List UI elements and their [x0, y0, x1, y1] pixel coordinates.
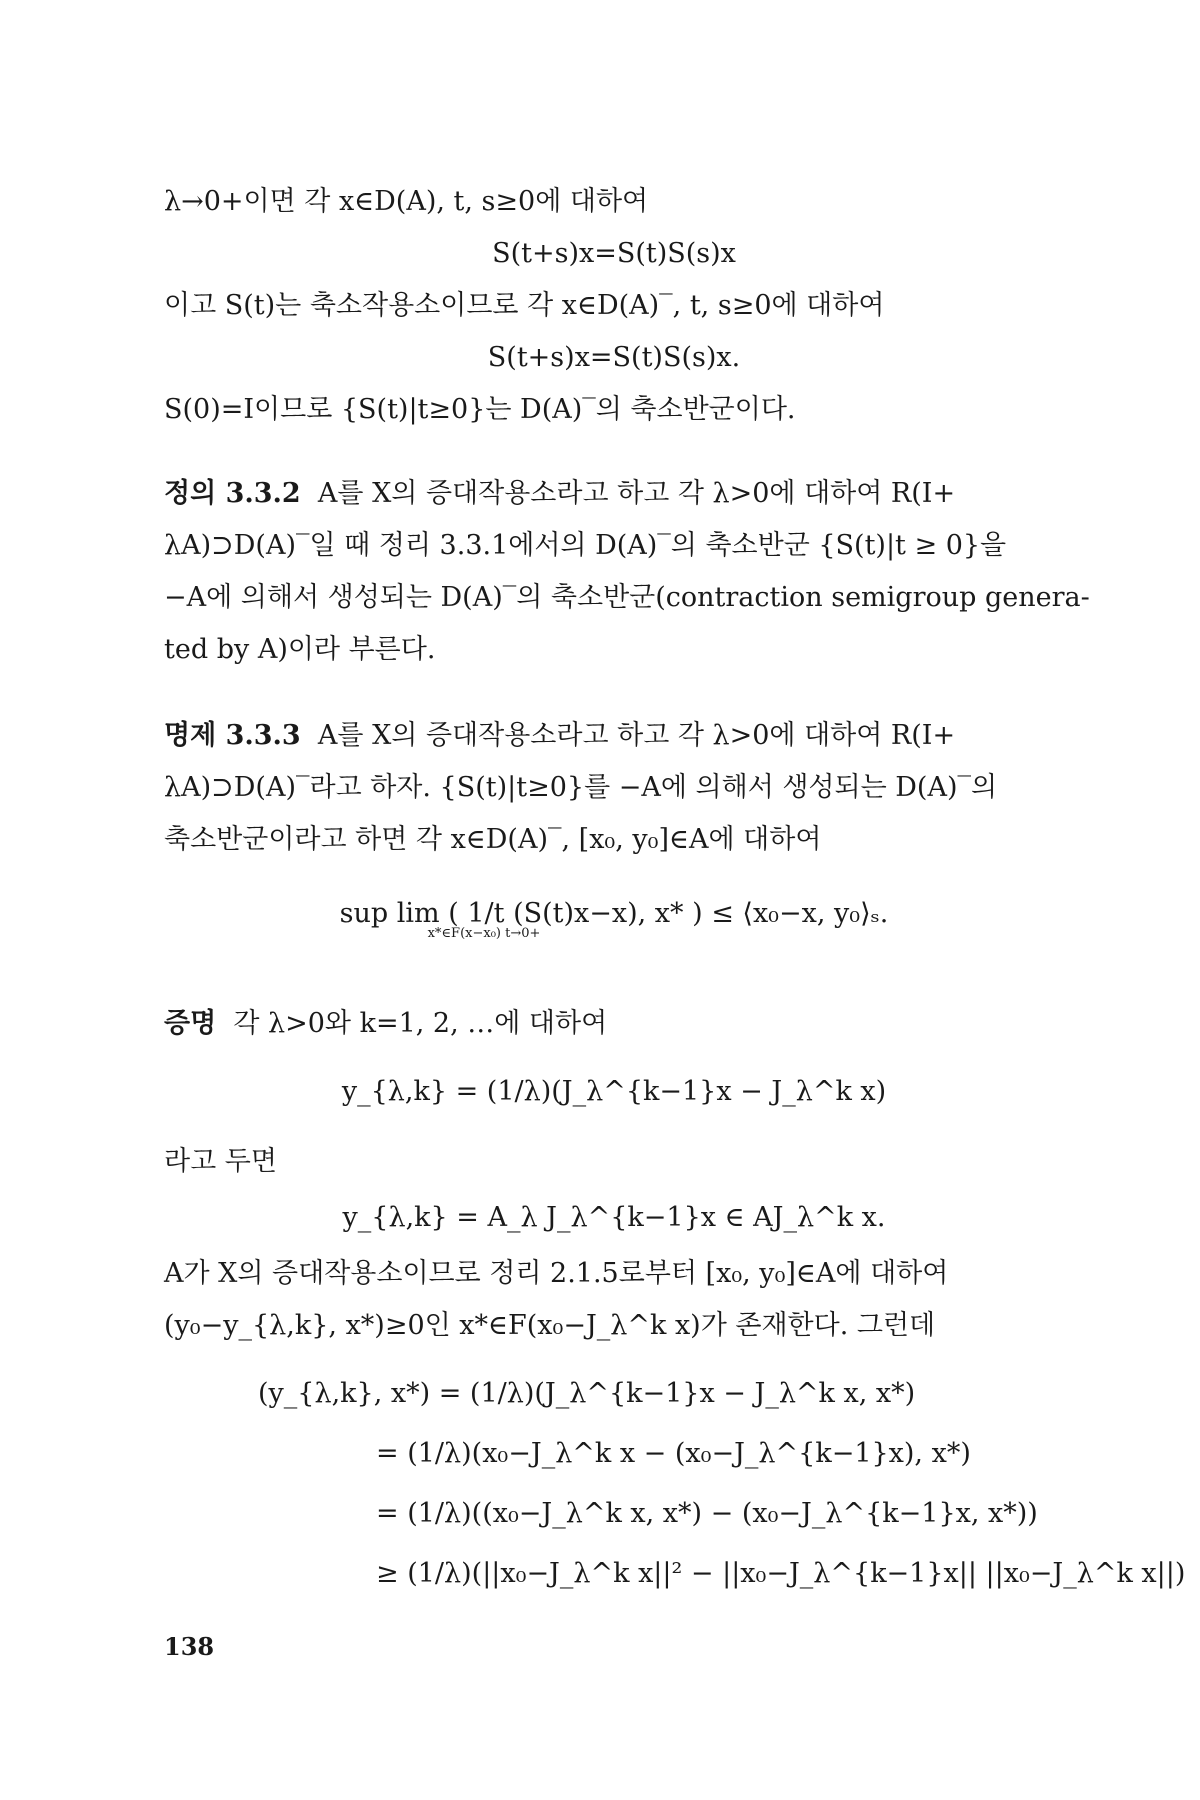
proposition-formula-subscript: x*∈F(x−x₀) t→0+ [427, 926, 541, 941]
proof-equation-3b: = (1/λ)(x₀−J_λ^k x − (x₀−J_λ^{k−1}x), x*) [376, 1438, 971, 1469]
text-line-5: S(0)=I이므로 {S(t)|t≥0}는 D(A)‾의 축소반군이다. [164, 394, 796, 425]
proposition-label: 명제 3.3.3 [164, 720, 301, 751]
equation-semigroup-2: S(t+s)x=S(t)S(s)x. [487, 342, 741, 373]
page-number: 138 [164, 1632, 215, 1661]
proposition-formula: sup lim ( 1/t (S(t)x−x), x* ) ≤ ⟨x₀−x, y₀⟩ₛ. [339, 898, 889, 929]
equation-semigroup-1: S(t+s)x=S(t)S(s)x [492, 238, 736, 269]
proof-line-2: 라고 두면 [164, 1146, 277, 1177]
text-line-3: 이고 S(t)는 축소작용소이므로 각 x∈D(A)‾, t, s≥0에 대하여 [164, 290, 885, 321]
definition-text-1: A를 X의 증대작용소라고 하고 각 λ>0에 대하여 R(I+ [317, 478, 956, 509]
definition-label: 정의 3.3.2 [164, 478, 301, 509]
proof-label: 증명 [164, 1008, 217, 1039]
proof-line-4: (y₀−y_{λ,k}, x*)≥0인 x*∈F(x₀−J_λ^k x)가 존재한다. 그런데 [164, 1310, 936, 1341]
definition-line-4: ted by A)이라 부른다. [164, 634, 436, 665]
proof-line-1 [164, 1006, 1064, 1042]
proposition-line-2: λA)⊃D(A)‾라고 하자. {S(t)|t≥0}를 −A에 의해서 생성되는 D(A)‾의 [164, 772, 998, 803]
proof-equation-3d: ≥ (1/λ)(||x₀−J_λ^k x||² − ||x₀−J_λ^{k−1}x|| ||x₀−J_λ^k x||) [376, 1558, 1186, 1589]
proof-equation-3a: (y_{λ,k}, x*) = (1/λ)(J_λ^{k−1}x − J_λ^k x, x*) [258, 1378, 916, 1409]
proof-text-1: 각 λ>0와 k=1, 2, …에 대하여 [233, 1008, 608, 1039]
text-line-1: λ→0+이면 각 x∈D(A), t, s≥0에 대하여 [164, 186, 649, 217]
proof-equation-3c: = (1/λ)((x₀−J_λ^k x, x*) − (x₀−J_λ^{k−1}x, x*)) [376, 1498, 1038, 1529]
proof-equation-2: y_{λ,k} = A_λ J_λ^{k−1}x ∈ AJ_λ^k x. [342, 1202, 886, 1233]
definition-line-3: −A에 의해서 생성되는 D(A)‾의 축소반군(contraction semigroup genera- [164, 582, 1090, 613]
proof-line-3: A가 X의 증대작용소이므로 정리 2.1.5로부터 [x₀, y₀]∈A에 대하여 [164, 1258, 949, 1289]
proposition-text-1: A를 X의 증대작용소라고 하고 각 λ>0에 대하여 R(I+ [317, 720, 956, 751]
proposition-line-3: 축소반군이라고 하면 각 x∈D(A)‾, [x₀, y₀]∈A에 대하여 [164, 824, 822, 855]
definition-line-2: λA)⊃D(A)‾일 때 정리 3.3.1에서의 D(A)‾의 축소반군 {S(t)|t ≥ 0}을 [164, 530, 1007, 561]
proposition-line-1 [164, 718, 1064, 754]
definition-line-1 [164, 476, 1064, 512]
proof-equation-1: y_{λ,k} = (1/λ)(J_λ^{k−1}x − J_λ^k x) [341, 1076, 887, 1107]
